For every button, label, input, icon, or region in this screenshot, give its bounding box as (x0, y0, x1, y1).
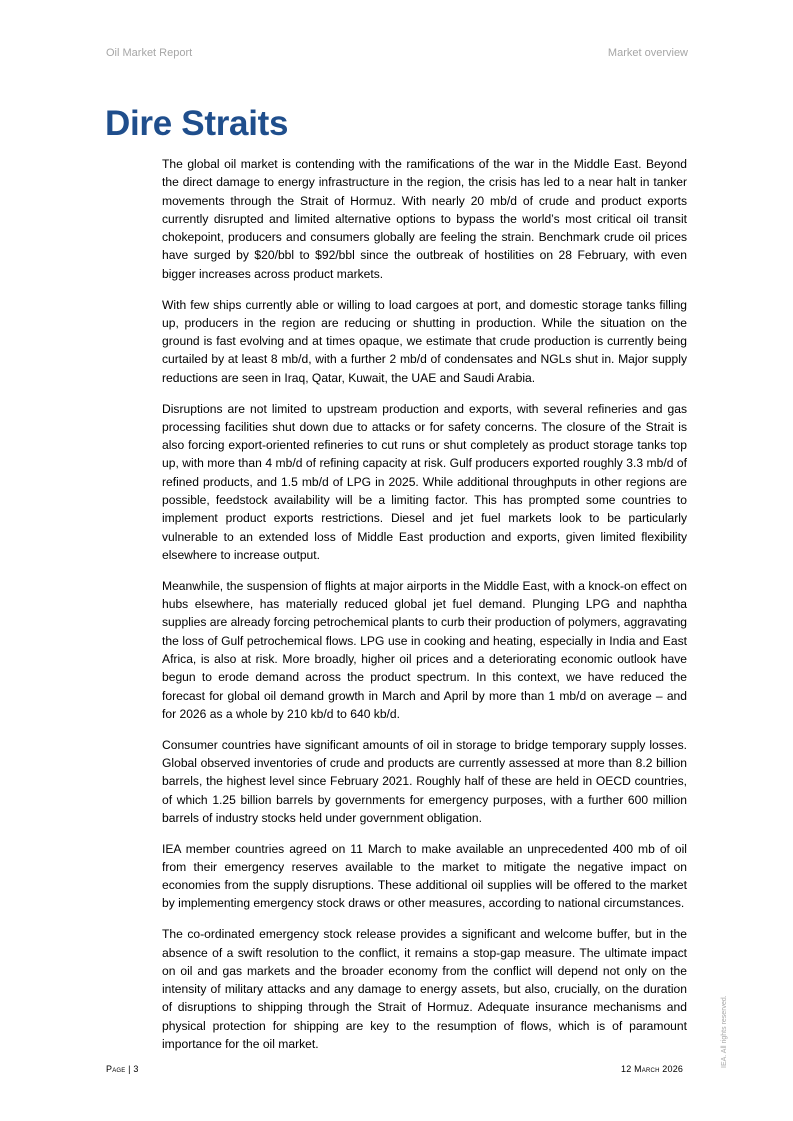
header-report-name: Oil Market Report (106, 47, 193, 59)
paragraph: The global oil market is contending with the ramifications of the war in the Middle East. Beyond the direct damage to energy infrastructure in the region, the crisis has led to a near halt in tanker movements through the Strait of Hormuz. With nearly 20 mb/d of crude and product exports currently disrupted and limited alternative options to bypass the world’s most critical oil transit chokepoint, producers and consumers globally are feeling the strain. Benchmark crude oil prices have surged by $20/bbl to $92/bbl since the outbreak of hostilities on 28 February, with even bigger increases across product markets. (162, 157, 687, 281)
copyright-notice: IEA. All rights reserved. (721, 995, 728, 1068)
paragraph: With few ships currently able or willing to load cargoes at port, and domestic storage tanks filling up, producers in the region are reducing or shutting in production. While the situation on the ground is fast evolving and at times opaque, we estimate that crude production is currently being curtailed by at least 8 mb/d, with a further 2 mb/d of condensates and NGLs shut in. Major supply reductions are seen in Iraq, Qatar, Kuwait, the UAE and Saudi Arabia. (162, 297, 687, 385)
article-body (162, 155, 687, 1066)
paragraph: Meanwhile, the suspension of flights at major airports in the Middle East, with a knock-on effect on hubs elsewhere, has materially reduced global jet fuel demand. Plunging LPG and naphtha supplies are already forcing petrochemical plants to curb their production of polymers, aggravating the loss of Gulf petrochemical flows. LPG use in cooking and heating, especially in India and East Africa, is also at risk. More broadly, higher oil prices and a deteriorating economic outlook have begun to erode demand across the product spectrum. In this context, we have reduced the forecast for global oil demand growth in March and April by more than 1 mb/d on average – and for 2026 as a whole by 210 kb/d to 640 kb/d. (162, 578, 688, 721)
paragraph: IEA member countries agreed on 11 March to make available an unprecedented 400 mb of oil from their emergency reserves available to the market to mitigate the negative impact on economies from the supply disruptions. These additional oil supplies will be offered to the market by implementing emergency stock draws or other measures, according to national circumstances. (162, 841, 687, 911)
page-number: Page | 3 (106, 1064, 139, 1074)
paragraph: The co-ordinated emergency stock release provides a significant and welcome buffer, but in the absence of a swift resolution to the conflict, it remains a stop-gap measure. The ultimate impact on oil and gas markets and the broader economy from the conflict will depend not only on the intensity of military attacks and any damage to energy assets, but also, crucially, on the duration of disruptions to shipping through the Strait of Hormuz. Adequate insurance mechanisms and physical protection for shipping are key to the resumption of flows, which is of paramount importance for the oil market. (162, 927, 687, 1052)
header-section-name: Market overview (607, 47, 688, 59)
paragraph: Disruptions are not limited to upstream production and exports, with several refineries and gas processing facilities shut down due to attacks or for safety concerns. The closure of the Strait is also forcing export-oriented refineries to cut runs or shut completely as product storage tanks top up, with more than 4 mb/d of refining capacity at risk. Gulf producers exported roughly 3.3 mb/d of refined products, and 1.5 mb/d of LPG in 2025. While additional throughputs in other regions are possible, feedstock availability will be a limiting factor. This has prompted some countries to implement product exports restrictions. Diesel and jet fuel markets look to be particularly vulnerable to an extended loss of Middle East production and exports, given limited flexibility elsewhere to increase output. (162, 401, 687, 562)
report-date: 12 March 2026 (621, 1064, 684, 1074)
page-title: Dire Straits (105, 104, 289, 143)
paragraph: Consumer countries have significant amounts of oil in storage to bridge temporary supply losses. Global observed inventories of crude and products are currently assessed at more than 8.2 billion barrels, the highest level since February 2021. Roughly half of these are held in OECD countries, of which 1.25 billion barrels by governments for emergency purposes, with a further 600 million barrels of industry stocks held under government obligation. (162, 737, 687, 825)
